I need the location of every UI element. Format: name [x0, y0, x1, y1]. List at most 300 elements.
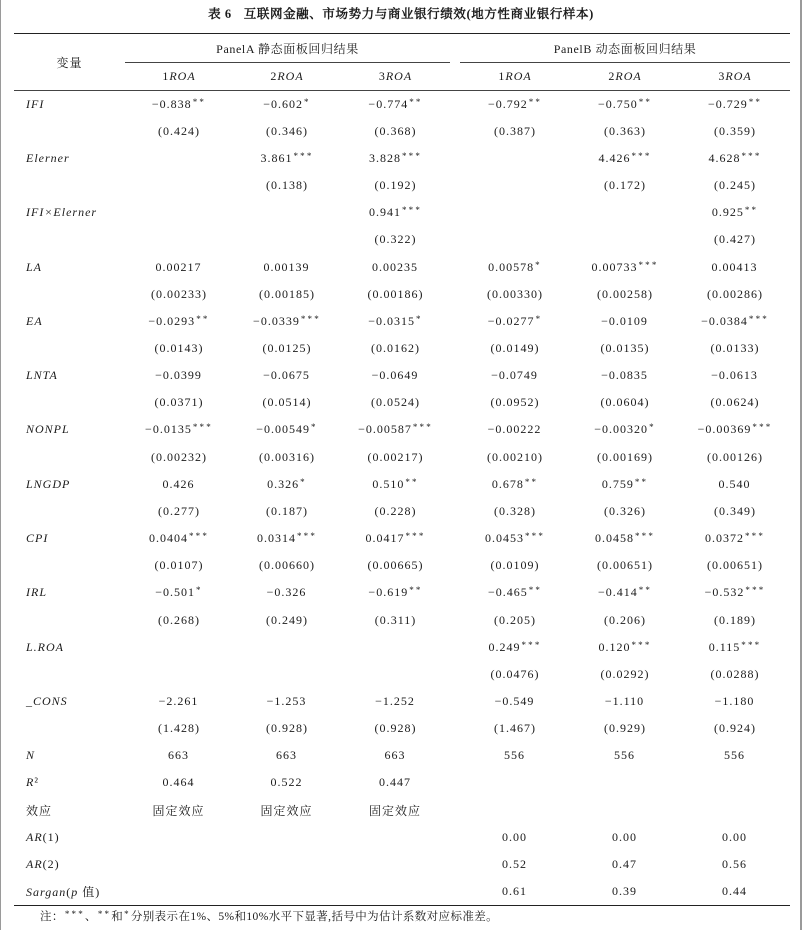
coefficient-value: 0.47	[612, 856, 638, 871]
coefficient-value: 3.861	[260, 150, 293, 165]
coefficient-cell	[460, 525, 570, 552]
standard-error-cell: (0.00660)	[259, 558, 315, 573]
label-spacer	[14, 118, 125, 145]
coefficient-value: 0.00413	[711, 259, 758, 274]
significance-stars: ***	[741, 639, 762, 650]
text-segment: (1)	[42, 829, 60, 844]
variable-label	[14, 145, 125, 172]
coefficient-cell	[460, 362, 570, 389]
coefficient-value: −0.0384	[701, 313, 748, 328]
table-row	[14, 416, 790, 443]
significance-stars: **	[192, 96, 207, 107]
coefficient-cell	[460, 199, 570, 226]
coefficient-cell	[570, 253, 680, 280]
table-row	[14, 878, 790, 905]
coefficient-cell	[341, 742, 450, 769]
standard-error-cell: (0.924)	[714, 721, 757, 736]
coefficient-value: 0.44	[722, 883, 748, 898]
significance-stars: ***	[631, 150, 652, 161]
variable-label	[14, 742, 125, 769]
text-segment: 3	[718, 69, 726, 83]
panel-gap	[450, 444, 460, 471]
coefficient-cell	[680, 471, 790, 498]
standard-error-cell: (0.0952)	[490, 395, 540, 410]
coefficient-cell	[570, 471, 680, 498]
coefficient-value: 0.00139	[263, 259, 310, 274]
coefficient-cell	[680, 91, 790, 118]
standard-error-cell: (0.00126)	[707, 449, 764, 464]
significance-stars: ***	[188, 531, 210, 542]
coefficient-cell	[460, 471, 570, 498]
coefficient-value: 663	[384, 748, 406, 763]
coefficient-cell	[460, 878, 570, 905]
standard-error-cell: (0.427)	[714, 232, 757, 247]
panel-b-header: PanelB 动态面板回归结果	[460, 34, 790, 63]
coefficient-cell	[233, 634, 341, 661]
significance-stars: *	[535, 259, 542, 270]
coefficient-cell	[570, 145, 680, 172]
text-segment: 值)	[78, 884, 101, 899]
text-segment: ²	[34, 775, 39, 790]
variable-label	[14, 199, 125, 226]
standard-error-cell: (0.346)	[266, 123, 308, 138]
coefficient-cell	[680, 199, 790, 226]
text-segment: EA	[26, 313, 43, 328]
coefficient-cell	[233, 579, 341, 606]
label-spacer	[14, 172, 125, 199]
table-caption: 互联网金融、市场势力与商业银行绩效(地方性商业银行样本)	[243, 7, 594, 21]
coefficient-value: 663	[276, 748, 297, 763]
coefficient-cell	[341, 308, 450, 335]
coefficient-value: 4.426	[598, 150, 631, 165]
significance-stars: *	[300, 476, 307, 487]
significance-stars: *	[649, 422, 656, 433]
standard-error-cell: (1.428)	[158, 721, 200, 736]
coefficient-value: 0.540	[718, 476, 751, 491]
variable-label	[14, 878, 125, 905]
variable-label	[14, 824, 125, 851]
standard-error-row	[14, 498, 790, 525]
coefficient-cell	[570, 824, 680, 851]
coefficient-value: 0.56	[722, 856, 748, 871]
variable-label	[14, 91, 125, 118]
standard-error-cell: (0.359)	[714, 123, 757, 138]
coefficient-cell	[341, 824, 450, 851]
significance-stars: ***	[300, 313, 321, 324]
coefficient-cell	[341, 634, 450, 661]
significance-stars: ***	[638, 259, 659, 270]
coefficient-cell	[125, 416, 233, 443]
coefficient-cell	[233, 824, 341, 851]
coefficient-cell	[680, 851, 790, 878]
coefficient-cell	[460, 91, 570, 118]
significance-stars: *	[124, 909, 131, 919]
text-segment: 分别表示在1%、5%和10%水平下显著,括号中为估计系数对应标准差。	[130, 911, 499, 923]
coefficient-cell	[125, 91, 233, 118]
panel-gap	[450, 606, 460, 633]
standard-error-cell: (0.187)	[266, 503, 308, 518]
significance-stars: *	[304, 96, 311, 107]
coefficient-value: 0.0404	[148, 531, 188, 546]
significance-stars: **	[528, 585, 543, 596]
coefficient-cell	[125, 308, 233, 335]
column-header	[233, 63, 341, 91]
text-segment: L.ROA	[26, 639, 64, 654]
coefficient-cell	[460, 797, 570, 824]
significance-stars: **	[196, 313, 210, 324]
significance-stars: ***	[64, 909, 85, 919]
coefficient-cell	[680, 525, 790, 552]
text-segment: CPI	[26, 531, 49, 546]
table-row	[14, 145, 790, 172]
standard-error-cell: (0.00169)	[597, 449, 654, 464]
significance-stars: ***	[293, 150, 314, 161]
standard-error-cell: (0.138)	[266, 178, 308, 193]
coefficient-value: −0.619	[368, 585, 409, 600]
table-row	[14, 308, 790, 335]
coefficient-value: 0.0314	[256, 531, 296, 546]
coefficient-cell	[341, 471, 450, 498]
coefficient-cell	[233, 199, 341, 226]
significance-stars: ***	[752, 422, 773, 433]
significance-stars: ***	[401, 205, 423, 216]
table-row	[14, 824, 790, 851]
coefficient-value: −0.0613	[711, 368, 758, 383]
variable-label	[14, 416, 125, 443]
panel-gap	[450, 253, 460, 280]
coefficient-cell	[570, 362, 680, 389]
label-spacer	[14, 552, 125, 579]
standard-error-cell: (0.00651)	[707, 558, 764, 573]
significance-stars: **	[638, 96, 653, 107]
significance-stars: ***	[521, 639, 542, 650]
table-row	[14, 769, 790, 796]
column-header	[125, 63, 233, 91]
coefficient-cell	[233, 416, 341, 443]
text-segment: 效应	[26, 803, 53, 818]
significance-stars: ***	[741, 150, 762, 161]
coefficient-cell	[460, 824, 570, 851]
significance-stars: ***	[744, 531, 766, 542]
standard-error-cell: (0.00233)	[151, 286, 207, 301]
variable-label	[14, 362, 125, 389]
label-spacer	[14, 606, 125, 633]
coefficient-cell	[125, 742, 233, 769]
standard-error-cell: (0.349)	[714, 503, 757, 518]
panel-gap	[450, 471, 460, 498]
coefficient-cell	[125, 362, 233, 389]
panel-gap	[450, 226, 460, 253]
coefficient-cell	[460, 742, 570, 769]
standard-error-cell: (0.0109)	[490, 558, 540, 573]
coefficient-cell	[570, 308, 680, 335]
standard-error-cell: (0.277)	[158, 503, 200, 518]
text-segment: (2)	[42, 856, 60, 871]
panel-gap	[450, 498, 460, 525]
coefficient-value: −0.0293	[148, 313, 196, 328]
panel-gap	[450, 552, 460, 579]
coefficient-value: 0.925	[711, 205, 744, 220]
text-segment: R	[26, 775, 35, 790]
coefficient-cell	[570, 688, 680, 715]
standard-error-row	[14, 281, 790, 308]
label-spacer	[14, 335, 125, 362]
significance-stars: *	[196, 585, 203, 596]
significance-stars: ***	[745, 585, 766, 596]
standard-error-cell: (0.322)	[374, 232, 417, 247]
coefficient-value: −2.261	[158, 694, 199, 709]
standard-error-cell: (0.189)	[714, 612, 757, 627]
standard-error-row	[14, 661, 790, 688]
coefficient-value: −1.110	[604, 694, 645, 709]
table-row	[14, 797, 790, 824]
coefficient-value: 0.120	[598, 639, 631, 654]
standard-error-row	[14, 118, 790, 145]
coefficient-cell	[341, 525, 450, 552]
standard-error-row	[14, 172, 790, 199]
coefficient-cell	[570, 525, 680, 552]
coefficient-value: −0.414	[597, 585, 638, 600]
coefficient-value: −0.774	[368, 96, 409, 111]
standard-error-cell: (0.00330)	[487, 286, 544, 301]
standard-error-cell	[125, 172, 233, 199]
standard-error-cell: (0.0476)	[490, 666, 540, 681]
coefficient-cell	[341, 253, 450, 280]
coefficient-cell	[680, 824, 790, 851]
significance-stars: **	[528, 96, 543, 107]
standard-error-cell: (0.268)	[158, 612, 200, 627]
text-segment: ROA	[725, 69, 752, 83]
coefficient-value: 0.0458	[594, 531, 634, 546]
text-segment: IRL	[26, 585, 47, 600]
coefficient-cell	[233, 525, 341, 552]
standard-error-cell	[460, 226, 570, 253]
column-header	[680, 63, 790, 91]
text-segment: (	[66, 884, 72, 899]
coefficient-cell	[125, 145, 233, 172]
coefficient-value: −0.326	[266, 585, 307, 600]
significance-stars: **	[638, 585, 653, 596]
text-segment: 、	[84, 911, 97, 923]
coefficient-cell	[233, 688, 341, 715]
significance-stars: ***	[634, 531, 656, 542]
coefficient-value: −0.00549	[256, 422, 311, 437]
coefficient-value: 3.828	[368, 150, 401, 165]
coefficient-value: −0.750	[597, 96, 638, 111]
text-segment: ROA	[385, 69, 413, 83]
coefficient-cell	[125, 824, 233, 851]
coefficient-value: −0.0135	[145, 422, 192, 437]
coefficient-cell	[680, 878, 790, 905]
significance-stars: **	[409, 585, 423, 596]
panel-gap	[450, 742, 460, 769]
variable-label	[14, 471, 125, 498]
coefficient-value: 0.759	[601, 476, 634, 491]
coefficient-cell	[680, 579, 790, 606]
coefficient-value: −0.0339	[253, 313, 300, 328]
coefficient-cell	[570, 199, 680, 226]
coefficient-cell	[233, 742, 341, 769]
coefficient-value: 0.39	[612, 883, 638, 898]
panel-gap	[450, 34, 460, 91]
standard-error-cell: (0.0135)	[600, 340, 650, 355]
standard-error-cell: (0.228)	[374, 503, 417, 518]
standard-error-cell: (0.00232)	[151, 449, 207, 464]
coefficient-cell	[233, 91, 341, 118]
standard-error-row	[14, 335, 790, 362]
coefficient-cell	[460, 416, 570, 443]
coefficient-value: 0.00217	[155, 259, 202, 274]
coefficient-cell	[125, 634, 233, 661]
text-segment: IFI	[26, 96, 45, 111]
significance-stars: ***	[296, 531, 318, 542]
coefficient-cell	[125, 688, 233, 715]
table-note	[40, 909, 498, 925]
standard-error-cell: (0.387)	[494, 123, 537, 138]
table-head	[14, 34, 790, 91]
coefficient-value: 0.941	[368, 205, 401, 220]
standard-error-cell: (0.0107)	[154, 558, 204, 573]
coefficient-value: −0.00369	[697, 422, 752, 437]
coefficient-cell	[341, 851, 450, 878]
panel-gap	[450, 634, 460, 661]
standard-error-cell: (0.424)	[158, 123, 200, 138]
standard-error-row	[14, 715, 790, 742]
significance-stars: **	[524, 476, 539, 487]
standard-error-cell: (0.328)	[494, 503, 537, 518]
coefficient-value: −0.0399	[155, 368, 202, 383]
standard-error-cell	[570, 226, 680, 253]
coefficient-cell	[341, 878, 450, 905]
standard-error-cell: (0.363)	[604, 123, 647, 138]
panel-gap	[450, 661, 460, 688]
coefficient-cell	[460, 253, 570, 280]
panel-gap	[450, 362, 460, 389]
coefficient-cell	[680, 416, 790, 443]
text-segment: NONPL	[26, 422, 70, 437]
coefficient-value: −0.0277	[487, 313, 535, 328]
variable-label	[14, 525, 125, 552]
coefficient-cell	[125, 471, 233, 498]
standard-error-cell: (0.245)	[714, 178, 757, 193]
coefficient-cell	[341, 91, 450, 118]
standard-error-cell: (0.0604)	[600, 395, 650, 410]
standard-error-cell	[341, 661, 450, 688]
significance-stars: ***	[524, 531, 546, 542]
panel-gap	[450, 199, 460, 226]
coefficient-cell	[341, 769, 450, 796]
standard-error-cell: (0.00665)	[367, 558, 424, 573]
standard-error-cell: (0.205)	[494, 612, 537, 627]
coefficient-cell	[570, 634, 680, 661]
standard-error-cell: (0.00651)	[597, 558, 654, 573]
coefficient-value: 0.426	[162, 476, 195, 491]
standard-error-cell	[233, 226, 341, 253]
coefficient-value: 0.326	[267, 476, 300, 491]
label-spacer	[14, 444, 125, 471]
coefficient-cell	[233, 308, 341, 335]
coefficient-value: 固定效应	[152, 803, 205, 818]
coefficient-value: 0.0453	[484, 531, 524, 546]
label-spacer	[14, 715, 125, 742]
standard-error-cell: (0.00316)	[259, 449, 315, 464]
significance-stars: ***	[401, 150, 423, 161]
text-segment: ROA	[277, 69, 304, 83]
text-segment: LNGDP	[26, 476, 71, 491]
table-row	[14, 199, 790, 226]
standard-error-cell: (0.0143)	[154, 340, 204, 355]
coefficient-value: −0.0315	[368, 313, 416, 328]
significance-stars: **	[744, 205, 759, 216]
variable-label	[14, 851, 125, 878]
text-segment: 2	[270, 69, 278, 83]
coefficient-value: 0.115	[708, 639, 741, 654]
standard-error-cell: (0.206)	[604, 612, 647, 627]
standard-error-cell	[233, 661, 341, 688]
coefficient-value: 固定效应	[260, 803, 313, 818]
panel-gap	[450, 797, 460, 824]
variable-label	[14, 634, 125, 661]
coefficient-cell	[341, 797, 450, 824]
panel-gap	[450, 172, 460, 199]
panel-a-header: PanelA 静态面板回归结果	[125, 34, 450, 63]
coefficient-value: 0.0417	[365, 531, 405, 546]
standard-error-cell	[125, 226, 233, 253]
panel-gap	[450, 579, 460, 606]
coefficient-value: 0.464	[162, 775, 195, 790]
table-row	[14, 253, 790, 280]
coefficient-cell	[570, 797, 680, 824]
text-segment: IFI×Elerner	[26, 205, 98, 220]
coefficient-cell	[460, 634, 570, 661]
coefficient-value: 0.678	[491, 476, 524, 491]
text-segment: ROA	[169, 69, 196, 83]
coefficient-cell	[233, 253, 341, 280]
standard-error-cell: (0.00286)	[707, 286, 764, 301]
coefficient-value: −0.792	[487, 96, 528, 111]
table-row	[14, 362, 790, 389]
variable-label	[14, 253, 125, 280]
significance-stars: **	[634, 476, 649, 487]
coefficient-cell	[680, 253, 790, 280]
coefficient-cell	[460, 769, 570, 796]
standard-error-cell: (0.0292)	[600, 666, 650, 681]
text-segment: 2	[608, 69, 616, 83]
coefficient-cell	[233, 471, 341, 498]
coefficient-cell	[680, 769, 790, 796]
panel-gap	[450, 878, 460, 905]
text-segment: 1	[498, 69, 506, 83]
coefficient-cell	[570, 769, 680, 796]
coefficient-value: −0.0835	[601, 368, 648, 383]
text-segment: ROA	[615, 69, 642, 83]
coefficient-cell	[341, 199, 450, 226]
coefficient-cell	[460, 145, 570, 172]
standard-error-row	[14, 606, 790, 633]
coefficient-value: 0.00733	[591, 259, 638, 274]
coefficient-value: −0.00587	[358, 422, 412, 437]
panel-gap	[450, 824, 460, 851]
standard-error-cell: (0.00185)	[259, 286, 315, 301]
text-segment: 注：	[40, 911, 64, 923]
panel-gap	[450, 688, 460, 715]
label-spacer	[14, 498, 125, 525]
significance-stars: **	[97, 909, 112, 919]
coefficient-value: −0.602	[263, 96, 304, 111]
standard-error-cell: (0.928)	[374, 721, 417, 736]
coefficient-value: 0.00	[612, 829, 638, 844]
coefficient-value: 556	[724, 748, 746, 763]
